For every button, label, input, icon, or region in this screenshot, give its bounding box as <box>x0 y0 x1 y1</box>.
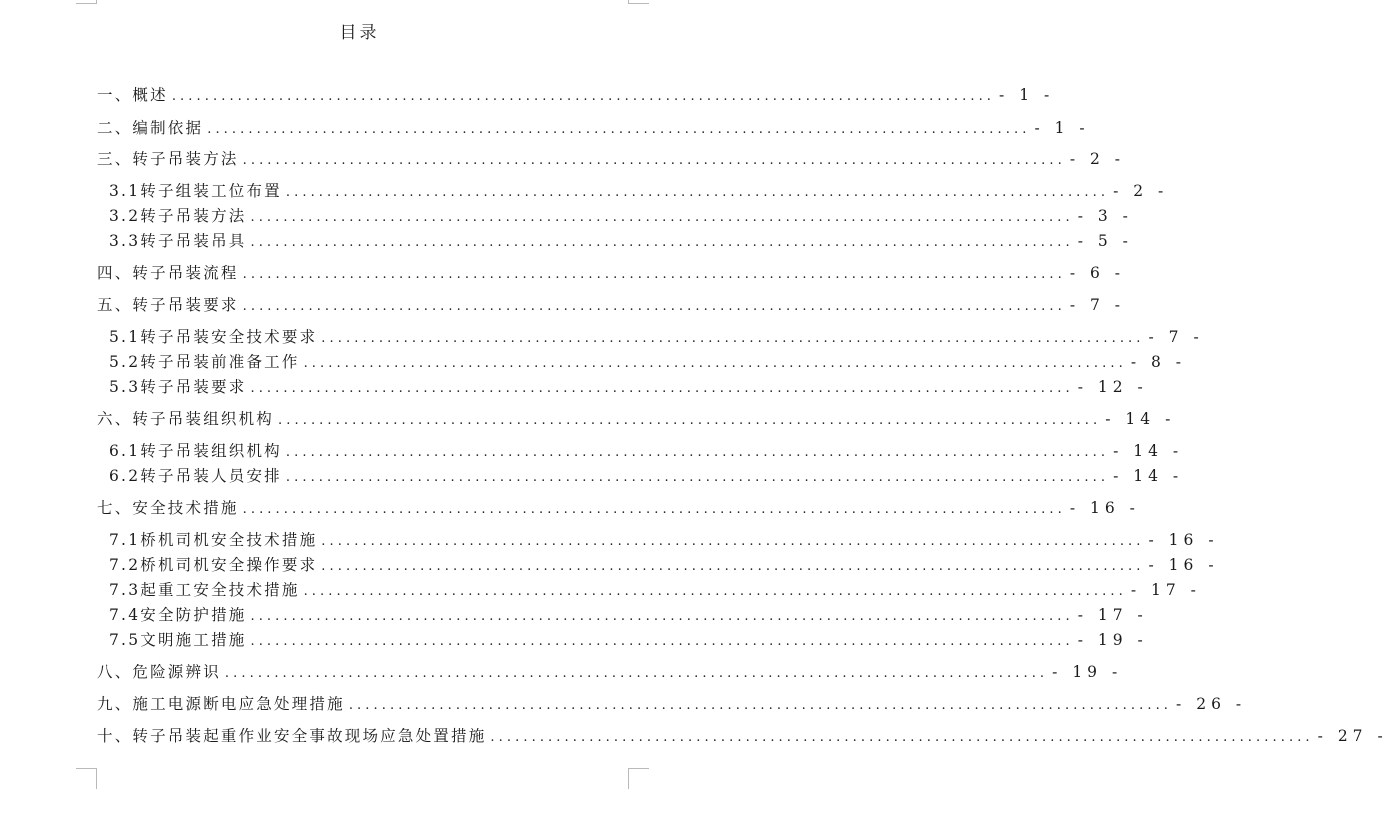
toc-entry-label: 转子吊装方法 <box>132 150 239 168</box>
toc-entry-label: 转子吊装吊具 <box>140 232 247 250</box>
toc-dot-leader: .................................................................................................... <box>171 89 996 104</box>
toc-entry-page-number: - 27 - <box>1317 727 1388 745</box>
toc-entry-page-number: - 19 - <box>1077 631 1148 649</box>
toc-dot-leader: .................................................................................................... <box>250 210 1074 225</box>
toc-entry-number: 7.2 <box>109 556 141 574</box>
toc-dot-leader: .................................................................................................... <box>250 609 1074 624</box>
margin-corner-mark <box>628 768 649 789</box>
toc-entry[interactable] <box>109 578 1201 600</box>
toc-entry-label: 转子吊装要求 <box>132 296 239 314</box>
toc-entry-label: 概述 <box>132 86 168 104</box>
toc-dot-leader: .................................................................................................... <box>285 185 1110 200</box>
toc-entry-number: 六、 <box>97 410 133 428</box>
toc-entry-page-number: - 7 - <box>1069 296 1126 314</box>
toc-entry-page-number: - 12 - <box>1077 378 1148 396</box>
toc-dot-leader: .................................................................................................... <box>207 122 1031 137</box>
toc-entry[interactable] <box>109 553 1219 575</box>
toc-entry[interactable] <box>109 628 1148 650</box>
toc-entry[interactable] <box>109 375 1148 397</box>
toc-entry[interactable] <box>109 325 1204 347</box>
toc-entry-label: 转子吊装方法 <box>140 207 247 225</box>
toc-entry-label: 转子组装工位布置 <box>140 182 282 200</box>
toc-entry[interactable] <box>109 603 1148 625</box>
toc-entry[interactable] <box>109 204 1133 226</box>
toc-entry-number: 5.3 <box>109 378 141 396</box>
toc-entry-label: 桥机司机安全技术措施 <box>140 531 318 549</box>
toc-entry[interactable] <box>109 439 1184 461</box>
toc-entry-page-number: - 2 - <box>1069 150 1126 168</box>
toc-dot-leader: .................................................................................................... <box>250 381 1074 396</box>
toc-entry-label: 转子吊装组织机构 <box>140 442 282 460</box>
toc-dot-leader: .................................................................................................... <box>303 584 1127 599</box>
toc-entry-number: 6.1 <box>109 442 141 460</box>
toc-entry-label: 转子吊装流程 <box>132 264 239 282</box>
toc-entry-number: 五、 <box>97 296 133 314</box>
toc-entry[interactable] <box>109 464 1184 486</box>
toc-entry-page-number: - 1 - <box>999 86 1055 104</box>
toc-dot-leader: .................................................................................................... <box>278 413 1102 428</box>
toc-dot-leader: .................................................................................................... <box>285 445 1110 460</box>
toc-dot-leader: .................................................................................................... <box>321 559 1145 574</box>
toc-entry-number: 一、 <box>97 86 133 104</box>
toc-entry-page-number: - 7 - <box>1148 328 1204 346</box>
toc-entry-number: 三、 <box>97 150 133 168</box>
toc-entry-number: 七、 <box>97 499 133 517</box>
toc-entry-label: 转子吊装人员安排 <box>140 467 282 485</box>
margin-corner-mark <box>628 0 649 4</box>
toc-dot-leader: .................................................................................................... <box>348 698 1173 713</box>
toc-dot-leader: .................................................................................................... <box>303 356 1127 371</box>
toc-entry-page-number: - 3 - <box>1077 207 1133 225</box>
toc-entry-number: 四、 <box>97 264 133 282</box>
toc-entry-page-number: - 16 - <box>1148 556 1219 574</box>
toc-dot-leader: .................................................................................................... <box>250 235 1074 250</box>
toc-entry[interactable] <box>97 692 1247 714</box>
toc-entry-page-number: - 19 - <box>1052 663 1123 681</box>
toc-entry-number: 5.2 <box>109 353 141 371</box>
toc-entry[interactable] <box>109 350 1187 372</box>
toc-entry-page-number: - 17 - <box>1077 606 1148 624</box>
toc-entry-label: 起重工安全技术措施 <box>140 581 300 599</box>
toc-dot-leader: .................................................................................................... <box>242 267 1066 282</box>
toc-entry[interactable] <box>97 83 1055 105</box>
toc-dot-leader: .................................................................................................... <box>224 666 1049 681</box>
margin-corner-mark <box>76 0 97 4</box>
toc-entry-label: 施工电源断电应急处理措施 <box>132 695 345 713</box>
toc-entry-number: 7.3 <box>109 581 141 599</box>
toc-entry-label: 安全防护措施 <box>140 606 247 624</box>
toc-entry-label: 文明施工措施 <box>140 631 247 649</box>
toc-entry[interactable] <box>97 261 1126 283</box>
toc-entry-number: 3.3 <box>109 232 141 250</box>
margin-corner-mark <box>76 768 97 789</box>
toc-entry-page-number: - 14 - <box>1113 442 1184 460</box>
toc-entry-label: 桥机司机安全操作要求 <box>140 556 318 574</box>
toc-entry-number: 7.1 <box>109 531 141 549</box>
toc-entry-label: 转子吊装组织机构 <box>132 410 275 428</box>
toc-entry-page-number: - 5 - <box>1077 232 1133 250</box>
toc-dot-leader: .................................................................................................... <box>250 634 1074 649</box>
toc-entry[interactable] <box>109 229 1133 251</box>
toc-entry[interactable] <box>109 528 1219 550</box>
toc-entry[interactable] <box>97 407 1176 429</box>
toc-dot-leader: .................................................................................................... <box>321 534 1145 549</box>
toc-entry-label: 转子吊装安全技术要求 <box>140 328 318 346</box>
toc-entry-label: 安全技术措施 <box>132 499 239 517</box>
toc-entry-page-number: - 1 - <box>1034 119 1090 137</box>
toc-entry-page-number: - 26 - <box>1176 695 1247 713</box>
toc-entry[interactable] <box>97 293 1126 315</box>
toc-entry-page-number: - 14 - <box>1105 410 1176 428</box>
toc-entry-number: 7.5 <box>109 631 141 649</box>
toc-dot-leader: .................................................................................................... <box>490 730 1314 745</box>
toc-entry-number: 九、 <box>97 695 133 713</box>
toc-entry-label: 转子吊装要求 <box>140 378 247 396</box>
toc-dot-leader: .................................................................................................... <box>321 331 1145 346</box>
toc-entry-number: 3.1 <box>109 182 141 200</box>
toc-entry-page-number: - 16 - <box>1069 499 1140 517</box>
toc-entry[interactable] <box>97 660 1123 682</box>
toc-entry[interactable] <box>97 116 1090 138</box>
toc-entry-number: 十、 <box>97 727 133 745</box>
toc-entry-label: 转子吊装起重作业安全事故现场应急处置措施 <box>132 727 487 745</box>
toc-title: 目录 <box>339 23 380 43</box>
toc-entry-number: 7.4 <box>109 606 141 624</box>
toc-entry-number: 二、 <box>97 119 133 137</box>
toc-entry[interactable] <box>97 147 1126 169</box>
toc-entry-page-number: - 17 - <box>1130 581 1201 599</box>
toc-entry-number: 3.2 <box>109 207 141 225</box>
toc-dot-leader: .................................................................................................... <box>242 502 1066 517</box>
toc-entry-page-number: - 16 - <box>1148 531 1219 549</box>
toc-dot-leader: .................................................................................................... <box>285 470 1110 485</box>
toc-entry-number: 6.2 <box>109 467 141 485</box>
toc-entry-label: 危险源辨识 <box>132 663 221 681</box>
toc-entry-number: 八、 <box>97 663 133 681</box>
toc-entry-page-number: - 14 - <box>1113 467 1184 485</box>
toc-entry[interactable] <box>97 496 1140 518</box>
toc-entry-page-number: - 6 - <box>1069 264 1126 282</box>
toc-entry-label: 转子吊装前准备工作 <box>140 353 300 371</box>
toc-entry-page-number: - 8 - <box>1130 353 1187 371</box>
toc-entry-number: 5.1 <box>109 328 141 346</box>
toc-dot-leader: .................................................................................................... <box>242 299 1066 314</box>
toc-entry-page-number: - 2 - <box>1113 182 1169 200</box>
toc-entry-label: 编制依据 <box>132 119 204 137</box>
toc-entry[interactable] <box>109 179 1169 201</box>
toc-dot-leader: .................................................................................................... <box>242 153 1066 168</box>
toc-entry[interactable] <box>97 724 1388 746</box>
